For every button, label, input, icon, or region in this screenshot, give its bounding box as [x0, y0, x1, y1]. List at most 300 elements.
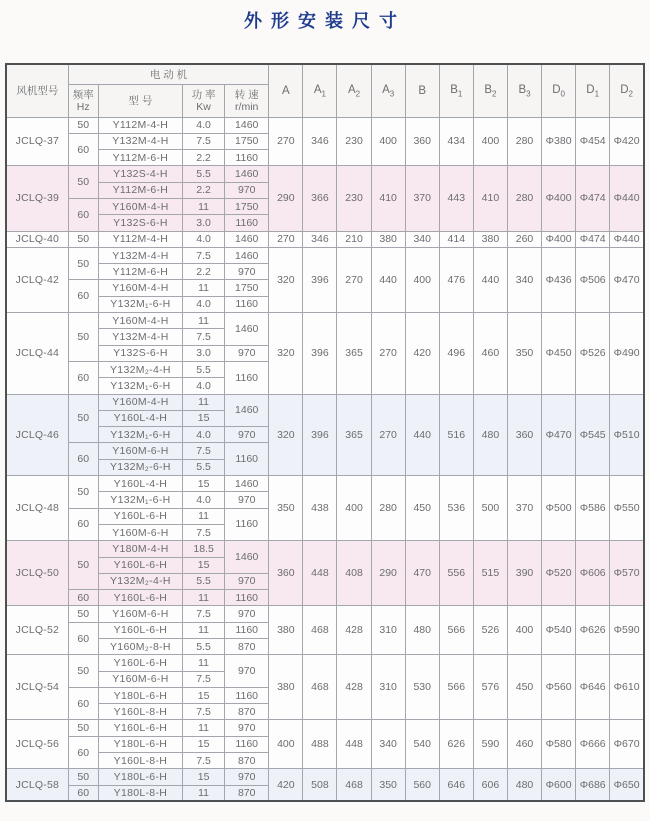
frequency-cell: 50: [68, 720, 98, 736]
table-header: [6, 64, 644, 117]
dim-value-cell-D2: Φ510: [610, 394, 644, 475]
motor-model-cell: Y160M-4-H: [98, 394, 182, 410]
table-row: [6, 247, 644, 263]
table-body: [6, 117, 644, 801]
speed-cell: 1460: [225, 541, 269, 574]
dim-value-cell-A3: 400: [371, 117, 405, 166]
speed-cell: 970: [225, 427, 269, 443]
motor-model-cell: Y180L-6-H: [98, 687, 182, 703]
motor-model-cell: Y132M₂-4-H: [98, 361, 182, 377]
dim-value-cell-A2: 428: [337, 655, 371, 720]
dim-value-cell-A2: 230: [337, 166, 371, 231]
motor-model-cell: Y132M₁-6-H: [98, 492, 182, 508]
dim-value-cell-B2: 380: [473, 231, 507, 247]
fan-model-cell: JCLQ-37: [6, 117, 68, 166]
power-cell: 4.0: [183, 492, 225, 508]
dim-value-cell-A3: 280: [371, 476, 405, 541]
speed-cell: 1160: [225, 296, 269, 312]
speed-cell: 1460: [225, 313, 269, 346]
col-header-B: B: [405, 64, 439, 117]
power-cell: 4.0: [183, 427, 225, 443]
fan-model-cell: JCLQ-50: [6, 541, 68, 606]
power-unit: Kw: [196, 100, 211, 113]
fan-model-cell: JCLQ-42: [6, 247, 68, 312]
fan-model-cell: JCLQ-52: [6, 606, 68, 655]
dim-value-cell-A3: 380: [371, 231, 405, 247]
col-header-D1: $D_1$: [576, 64, 610, 117]
col-header-D0: $D_0$: [542, 64, 576, 117]
dim-value-cell-A3: 270: [371, 394, 405, 475]
frequency-cell: 60: [68, 361, 98, 394]
power-cell: 7.5: [183, 247, 225, 263]
dim-value-cell-A2: 468: [337, 769, 371, 802]
dim-value-cell-A: 290: [269, 166, 303, 231]
dim-value-cell-B3: 340: [507, 247, 541, 312]
dim-value-cell-D2: Φ490: [610, 313, 644, 394]
dim-value-cell-D2: Φ440: [610, 231, 644, 247]
col-header-B1: $B_1$: [439, 64, 473, 117]
fan-model-cell: JCLQ-39: [6, 166, 68, 231]
frequency-cell: 50: [68, 541, 98, 590]
dim-value-cell-A3: 350: [371, 769, 405, 802]
power-cell: 11: [183, 313, 225, 329]
fan-model-cell: JCLQ-44: [6, 313, 68, 394]
dim-value-cell-B1: 556: [439, 541, 473, 606]
dim-value-cell-B1: 646: [439, 769, 473, 802]
power-cell: 5.5: [183, 459, 225, 475]
power-cell: 11: [183, 720, 225, 736]
dim-value-cell-B1: 414: [439, 231, 473, 247]
speed-cell: 1160: [225, 687, 269, 703]
dim-value-cell-B3: 460: [507, 720, 541, 769]
speed-cell: 1160: [225, 622, 269, 638]
frequency-cell: 50: [68, 769, 98, 785]
dim-value-cell-B2: 576: [473, 655, 507, 720]
power-cell: 4.0: [183, 231, 225, 247]
frequency-cell: 60: [68, 590, 98, 606]
motor-model-cell: Y160L-8-H: [98, 753, 182, 769]
motor-model-cell: Y180L-6-H: [98, 736, 182, 752]
dimensions-table: [5, 63, 645, 802]
frequency-cell: 50: [68, 166, 98, 199]
dim-value-cell-D1: Φ474: [576, 166, 610, 231]
dim-value-cell-D2: Φ570: [610, 541, 644, 606]
speed-cell: 970: [225, 655, 269, 688]
power-cell: 5.5: [183, 361, 225, 377]
dim-value-cell-D0: Φ380: [542, 117, 576, 166]
speed-cell: 1160: [225, 590, 269, 606]
speed-cell: 1750: [225, 198, 269, 214]
dim-value-cell-A2: 400: [337, 476, 371, 541]
dim-value-cell-A: 380: [269, 655, 303, 720]
dim-value-cell-D0: Φ600: [542, 769, 576, 802]
dim-value-cell-B: 420: [405, 313, 439, 394]
power-cell: 15: [183, 410, 225, 426]
dim-value-cell-B2: 500: [473, 476, 507, 541]
speed-cell: 970: [225, 345, 269, 361]
dim-value-cell-A: 420: [269, 769, 303, 802]
power-cell: 15: [183, 769, 225, 785]
speed-cell: 870: [225, 785, 269, 801]
power-cell: 5.5: [183, 639, 225, 655]
frequency-unit: Hz: [76, 100, 90, 113]
power-cell: 18.5: [183, 541, 225, 557]
motor-model-cell: Y132M₁-6-H: [98, 427, 182, 443]
dim-value-cell-A: 320: [269, 313, 303, 394]
dim-value-cell-D1: Φ626: [576, 606, 610, 655]
frequency-cell: 50: [68, 117, 98, 133]
speed-cell: 970: [225, 573, 269, 589]
dim-value-cell-B2: 440: [473, 247, 507, 312]
speed-cell: 1750: [225, 133, 269, 149]
page-title: 外形安装尺寸: [244, 11, 406, 31]
frequency-cell: 50: [68, 476, 98, 509]
speed-cell: 970: [225, 492, 269, 508]
power-cell: 3.0: [183, 215, 225, 231]
dim-value-cell-B1: 516: [439, 394, 473, 475]
power-cell: 11: [183, 655, 225, 671]
dim-value-cell-D2: Φ550: [610, 476, 644, 541]
dim-value-cell-A: 400: [269, 720, 303, 769]
dim-value-cell-A1: 468: [303, 655, 337, 720]
col-header-B3: $B_3$: [507, 64, 541, 117]
dim-value-cell-B: 440: [405, 394, 439, 475]
power-cell: 7.5: [183, 704, 225, 720]
frequency-cell: 60: [68, 622, 98, 655]
dim-value-cell-A3: 310: [371, 606, 405, 655]
table-row: [6, 720, 644, 736]
dim-value-cell-A2: 428: [337, 606, 371, 655]
table-row: [6, 231, 644, 247]
motor-model-cell: Y180L-6-H: [98, 769, 182, 785]
dim-value-cell-D0: Φ540: [542, 606, 576, 655]
dim-value-cell-B2: 526: [473, 606, 507, 655]
motor-model-cell: Y132S-6-H: [98, 345, 182, 361]
motor-model-cell: Y160L-6-H: [98, 508, 182, 524]
power-cell: 11: [183, 280, 225, 296]
dim-value-cell-A: 270: [269, 231, 303, 247]
dim-value-cell-A2: 365: [337, 394, 371, 475]
dim-value-cell-A2: 230: [337, 117, 371, 166]
motor-model-cell: Y160M-6-H: [98, 443, 182, 459]
motor-model-cell: Y160L-6-H: [98, 720, 182, 736]
dim-value-cell-B3: 260: [507, 231, 541, 247]
dim-value-cell-D1: Φ454: [576, 117, 610, 166]
dim-value-cell-B: 360: [405, 117, 439, 166]
motor-model-cell: Y160L-4-H: [98, 410, 182, 426]
motor-model-cell: Y160M-4-H: [98, 313, 182, 329]
dim-value-cell-A: 350: [269, 476, 303, 541]
table-row: [6, 655, 644, 671]
dim-value-cell-D1: Φ545: [576, 394, 610, 475]
dim-value-cell-A: 320: [269, 247, 303, 312]
fan-model-cell: JCLQ-58: [6, 769, 68, 802]
speed-unit: r/min: [235, 100, 259, 113]
power-cell: 11: [183, 508, 225, 524]
dim-value-cell-A3: 270: [371, 313, 405, 394]
power-cell: 7.5: [183, 133, 225, 149]
speed-cell: 1160: [225, 150, 269, 166]
col-header-A2: $A_2$: [337, 64, 371, 117]
dim-value-cell-A1: 346: [303, 231, 337, 247]
speed-cell: 1460: [225, 247, 269, 263]
col-header-motor-group: 电 动 机: [68, 64, 269, 84]
dim-value-cell-D0: Φ560: [542, 655, 576, 720]
dim-value-cell-D2: Φ610: [610, 655, 644, 720]
speed-cell: 1750: [225, 280, 269, 296]
motor-model-cell: Y112M-4-H: [98, 231, 182, 247]
dim-value-cell-D2: Φ650: [610, 769, 644, 802]
dim-value-cell-B: 450: [405, 476, 439, 541]
motor-model-cell: Y132M₂-4-H: [98, 573, 182, 589]
dim-value-cell-B1: 566: [439, 655, 473, 720]
dim-value-cell-D1: Φ666: [576, 720, 610, 769]
speed-cell: 970: [225, 720, 269, 736]
motor-model-cell: Y160L-4-H: [98, 476, 182, 492]
dim-value-cell-B: 470: [405, 541, 439, 606]
dim-value-cell-D1: Φ646: [576, 655, 610, 720]
speed-cell: 1160: [225, 215, 269, 231]
power-cell: 7.5: [183, 443, 225, 459]
speed-cell: 970: [225, 182, 269, 198]
dim-value-cell-B1: 434: [439, 117, 473, 166]
table-row: [6, 313, 644, 329]
speed-cell: 1460: [225, 231, 269, 247]
dim-value-cell-A1: 448: [303, 541, 337, 606]
speed-cell: 870: [225, 753, 269, 769]
power-cell: 7.5: [183, 753, 225, 769]
speed-cell: 970: [225, 264, 269, 280]
dim-value-cell-B: 340: [405, 231, 439, 247]
speed-cell: 1160: [225, 443, 269, 476]
dim-value-cell-D2: Φ670: [610, 720, 644, 769]
motor-model-cell: Y160M-6-H: [98, 524, 182, 540]
dim-value-cell-D1: Φ526: [576, 313, 610, 394]
col-header-speed: [225, 84, 269, 117]
table-row: [6, 166, 644, 182]
dim-value-cell-A1: 366: [303, 166, 337, 231]
dim-value-cell-A: 360: [269, 541, 303, 606]
table-row: [6, 476, 644, 492]
dim-value-cell-B1: 536: [439, 476, 473, 541]
dim-value-cell-B: 370: [405, 166, 439, 231]
motor-model-cell: Y132M₁-6-H: [98, 296, 182, 312]
col-header-power: [183, 84, 225, 117]
dim-value-cell-B3: 390: [507, 541, 541, 606]
dim-value-cell-A3: 310: [371, 655, 405, 720]
power-cell: 5.5: [183, 573, 225, 589]
speed-cell: 1160: [225, 508, 269, 541]
motor-model-cell: Y132M-4-H: [98, 133, 182, 149]
dim-value-cell-A2: 448: [337, 720, 371, 769]
motor-model-cell: Y160M-6-H: [98, 606, 182, 622]
speed-cell: 1460: [225, 117, 269, 133]
dim-value-cell-D0: Φ580: [542, 720, 576, 769]
dim-value-cell-B2: 460: [473, 313, 507, 394]
motor-model-cell: Y160M-4-H: [98, 198, 182, 214]
dim-value-cell-D1: Φ586: [576, 476, 610, 541]
fan-model-cell: JCLQ-48: [6, 476, 68, 541]
power-cell: 4.0: [183, 378, 225, 394]
frequency-cell: 60: [68, 508, 98, 541]
fan-model-cell: JCLQ-56: [6, 720, 68, 769]
power-cell: 5.5: [183, 166, 225, 182]
power-cell: 11: [183, 622, 225, 638]
dim-value-cell-D0: Φ470: [542, 394, 576, 475]
power-cell: 15: [183, 736, 225, 752]
motor-model-cell: Y160M₂-8-H: [98, 639, 182, 655]
dim-value-cell-A1: 438: [303, 476, 337, 541]
dim-value-cell-A3: 410: [371, 166, 405, 231]
col-header-fan-model: 风机型号: [6, 64, 68, 117]
frequency-cell: 60: [68, 133, 98, 166]
dim-value-cell-B3: 280: [507, 117, 541, 166]
dim-value-cell-B2: 515: [473, 541, 507, 606]
table-row: [6, 769, 644, 785]
table-row: [6, 394, 644, 410]
dim-value-cell-D1: Φ474: [576, 231, 610, 247]
dim-value-cell-A1: 396: [303, 313, 337, 394]
power-cell: 7.5: [183, 524, 225, 540]
motor-model-cell: Y160L-6-H: [98, 622, 182, 638]
power-cell: 11: [183, 394, 225, 410]
dim-value-cell-D0: Φ450: [542, 313, 576, 394]
frequency-cell: 50: [68, 394, 98, 443]
dim-value-cell-B1: 626: [439, 720, 473, 769]
dim-value-cell-B2: 400: [473, 117, 507, 166]
frequency-cell: 60: [68, 280, 98, 313]
dim-value-cell-A1: 468: [303, 606, 337, 655]
motor-model-cell: Y160L-8-H: [98, 704, 182, 720]
power-cell: 11: [183, 590, 225, 606]
motor-model-cell: Y132M₂-6-H: [98, 459, 182, 475]
dim-value-cell-A2: 270: [337, 247, 371, 312]
dim-value-cell-B: 530: [405, 655, 439, 720]
dim-value-cell-A1: 396: [303, 394, 337, 475]
power-cell: 7.5: [183, 671, 225, 687]
motor-model-cell: Y180M-4-H: [98, 541, 182, 557]
dim-value-cell-B: 540: [405, 720, 439, 769]
frequency-cell: 60: [68, 736, 98, 769]
dim-value-cell-B2: 590: [473, 720, 507, 769]
motor-model-cell: Y132S-6-H: [98, 215, 182, 231]
motor-model-cell: Y132M-4-H: [98, 247, 182, 263]
dim-value-cell-A1: 488: [303, 720, 337, 769]
frequency-cell: 50: [68, 247, 98, 280]
dim-value-cell-A1: 508: [303, 769, 337, 802]
dim-value-cell-D0: Φ500: [542, 476, 576, 541]
table-row: [6, 117, 644, 133]
motor-model-cell: Y160M-4-H: [98, 280, 182, 296]
dim-value-cell-B3: 400: [507, 606, 541, 655]
motor-model-cell: Y112M-4-H: [98, 117, 182, 133]
dim-value-cell-D0: Φ400: [542, 166, 576, 231]
dim-value-cell-B: 400: [405, 247, 439, 312]
power-label-cn: 功 率: [191, 88, 216, 101]
fan-model-cell: JCLQ-54: [6, 655, 68, 720]
fan-model-cell: JCLQ-46: [6, 394, 68, 475]
dim-value-cell-A3: 340: [371, 720, 405, 769]
col-header-frequency: [68, 84, 98, 117]
frequency-cell: 60: [68, 198, 98, 231]
power-cell: 15: [183, 687, 225, 703]
dim-value-cell-B1: 476: [439, 247, 473, 312]
dim-value-cell-B2: 606: [473, 769, 507, 802]
power-cell: 3.0: [183, 345, 225, 361]
speed-cell: 870: [225, 639, 269, 655]
dim-value-cell-B3: 280: [507, 166, 541, 231]
frequency-cell: 50: [68, 655, 98, 688]
dim-value-cell-A: 380: [269, 606, 303, 655]
dim-value-cell-D2: Φ420: [610, 117, 644, 166]
power-cell: 15: [183, 557, 225, 573]
dim-value-cell-A3: 290: [371, 541, 405, 606]
col-header-A: A: [269, 64, 303, 117]
motor-model-cell: Y112M-6-H: [98, 264, 182, 280]
dim-value-cell-B2: 480: [473, 394, 507, 475]
frequency-cell: 50: [68, 231, 98, 247]
frequency-cell: 60: [68, 785, 98, 801]
dim-value-cell-D2: Φ590: [610, 606, 644, 655]
motor-model-cell: Y112M-6-H: [98, 182, 182, 198]
dim-value-cell-D2: Φ440: [610, 166, 644, 231]
power-cell: 4.0: [183, 117, 225, 133]
power-cell: 7.5: [183, 329, 225, 345]
dim-value-cell-D2: Φ470: [610, 247, 644, 312]
dim-value-cell-B1: 496: [439, 313, 473, 394]
dim-value-cell-B3: 450: [507, 655, 541, 720]
motor-model-cell: Y180L-8-H: [98, 785, 182, 801]
motor-model-cell: Y160M-6-H: [98, 671, 182, 687]
speed-cell: 1160: [225, 361, 269, 394]
motor-model-cell: Y160L-6-H: [98, 590, 182, 606]
dim-value-cell-B2: 410: [473, 166, 507, 231]
motor-model-cell: Y132S-4-H: [98, 166, 182, 182]
col-header-A3: $A_3$: [371, 64, 405, 117]
dim-value-cell-D0: Φ400: [542, 231, 576, 247]
frequency-cell: 50: [68, 313, 98, 362]
power-cell: 2.2: [183, 182, 225, 198]
dim-value-cell-B1: 566: [439, 606, 473, 655]
dim-value-cell-D1: Φ606: [576, 541, 610, 606]
speed-cell: 1160: [225, 736, 269, 752]
dim-value-cell-A2: 408: [337, 541, 371, 606]
dim-value-cell-A2: 365: [337, 313, 371, 394]
dim-value-cell-A: 320: [269, 394, 303, 475]
power-cell: 2.2: [183, 264, 225, 280]
power-cell: 7.5: [183, 606, 225, 622]
col-header-B2: $B_2$: [473, 64, 507, 117]
speed-cell: 970: [225, 769, 269, 785]
dim-value-cell-B: 480: [405, 606, 439, 655]
frequency-cell: 60: [68, 687, 98, 720]
frequency-cell: 60: [68, 443, 98, 476]
motor-model-cell: Y112M-6-H: [98, 150, 182, 166]
dim-value-cell-B1: 443: [439, 166, 473, 231]
dim-value-cell-A3: 440: [371, 247, 405, 312]
motor-model-cell: Y160L-6-H: [98, 557, 182, 573]
dim-value-cell-A: 270: [269, 117, 303, 166]
speed-cell: 870: [225, 704, 269, 720]
power-cell: 11: [183, 198, 225, 214]
speed-label-cn: 转 速: [234, 88, 259, 101]
dim-value-cell-B3: 350: [507, 313, 541, 394]
dim-value-cell-B3: 370: [507, 476, 541, 541]
dim-value-cell-D0: Φ436: [542, 247, 576, 312]
speed-cell: 1460: [225, 394, 269, 427]
col-header-A1: $A_1$: [303, 64, 337, 117]
col-header-D2: $D_2$: [610, 64, 644, 117]
